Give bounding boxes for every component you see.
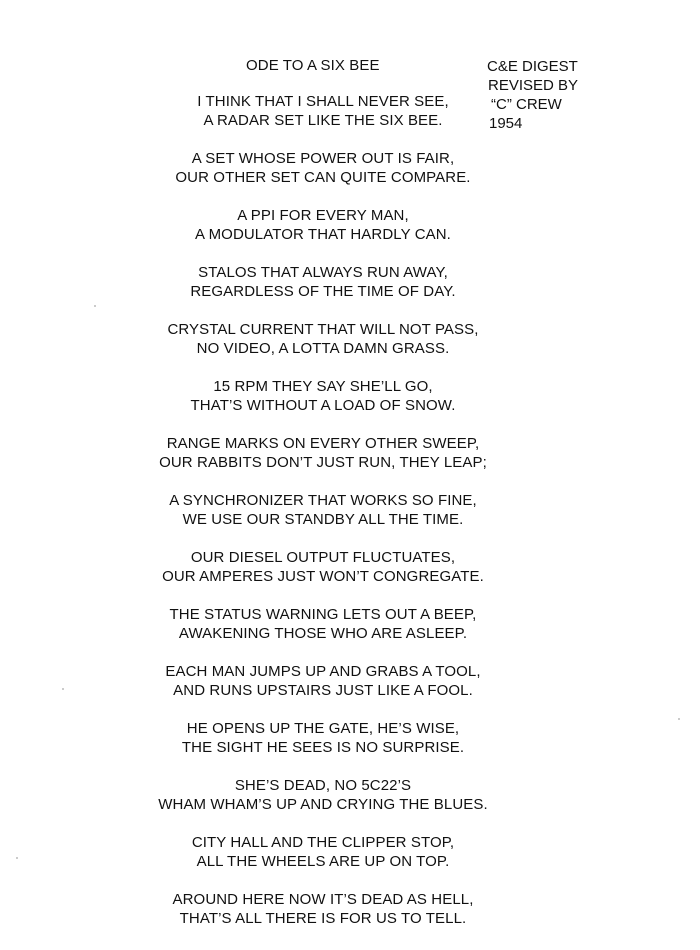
attribution-line: 1954 (489, 115, 523, 132)
poem-line: A RADAR SET LIKE THE SIX BEE. (203, 112, 443, 129)
scan-speck (16, 857, 18, 859)
poem-line: AND RUNS UPSTAIRS JUST LIKE A FOOL. (173, 682, 473, 699)
poem-line: 15 RPM THEY SAY SHE’LL GO, (213, 378, 433, 395)
stanza (148, 320, 498, 358)
poem-line: OUR DIESEL OUTPUT FLUCTUATES, (190, 549, 456, 566)
stanza (148, 491, 498, 529)
scan-speck (678, 718, 680, 720)
stanza (148, 92, 498, 130)
poem-line: CRYSTAL CURRENT THAT WILL NOT PASS, (167, 321, 479, 338)
attribution-line: C&E DIGEST (487, 58, 578, 75)
poem-line: STALOS THAT ALWAYS RUN AWAY, (198, 264, 448, 281)
poem-line: WE USE OUR STANDBY ALL THE TIME. (182, 511, 464, 528)
poem-line: A SET WHOSE POWER OUT IS FAIR, (191, 150, 455, 167)
poem-line: THE STATUS WARNING LETS OUT A BEEP, (169, 606, 477, 623)
poem-line: EACH MAN JUMPS UP AND GRABS A TOOL, (165, 663, 481, 680)
stanza (148, 206, 498, 244)
stanza (148, 776, 498, 814)
scan-speck (62, 688, 64, 690)
stanza (148, 662, 498, 700)
stanza (148, 377, 498, 415)
attribution-line: REVISED BY (488, 77, 579, 94)
poem-line: I THINK THAT I SHALL NEVER SEE, (197, 93, 449, 110)
poem-line: THE SIGHT HE SEES IS NO SURPRISE. (181, 739, 465, 756)
poem-line: HE OPENS UP THE GATE, HE’S WISE, (186, 720, 460, 737)
stanza (148, 833, 498, 871)
attribution-block (487, 57, 578, 133)
poem-line: A MODULATOR THAT HARDLY CAN. (195, 226, 451, 243)
stanza (148, 263, 498, 301)
poem-line: OUR AMPERES JUST WON’T CONGREGATE. (162, 568, 484, 585)
poem-body (148, 92, 498, 947)
poem-line: OUR OTHER SET CAN QUITE COMPARE. (175, 169, 471, 186)
poem-line: WHAM WHAM’S UP AND CRYING THE BLUES. (158, 796, 488, 813)
poem-line: NO VIDEO, A LOTTA DAMN GRASS. (196, 340, 450, 357)
poem-line: SHE’S DEAD, NO 5C22’S (234, 777, 412, 794)
poem-line: THAT’S WITHOUT A LOAD OF SNOW. (190, 397, 456, 414)
scan-speck (94, 305, 96, 307)
poem-line: OUR RABBITS DON’T JUST RUN, THEY LEAP; (159, 454, 487, 471)
stanza (148, 890, 498, 928)
poem-line: CITY HALL AND THE CLIPPER STOP, (191, 834, 455, 851)
stanza (148, 149, 498, 187)
stanza (148, 719, 498, 757)
attribution-line: “C” CREW (491, 96, 562, 113)
stanza (148, 434, 498, 472)
poem-line: REGARDLESS OF THE TIME OF DAY. (190, 283, 456, 300)
poem-title: ODE TO A SIX BEE (246, 57, 380, 74)
stanza (148, 548, 498, 586)
poem-line: A SYNCHRONIZER THAT WORKS SO FINE, (169, 492, 477, 509)
poem-line: RANGE MARKS ON EVERY OTHER SWEEP, (166, 435, 480, 452)
poem-line: THAT’S ALL THERE IS FOR US TO TELL. (179, 910, 467, 927)
stanza (148, 605, 498, 643)
poem-line: AROUND HERE NOW IT’S DEAD AS HELL, (172, 891, 474, 908)
poem-line: AWAKENING THOSE WHO ARE ASLEEP. (178, 625, 468, 642)
poem-line: ALL THE WHEELS ARE UP ON TOP. (196, 853, 450, 870)
poem-line: A PPI FOR EVERY MAN, (237, 207, 409, 224)
